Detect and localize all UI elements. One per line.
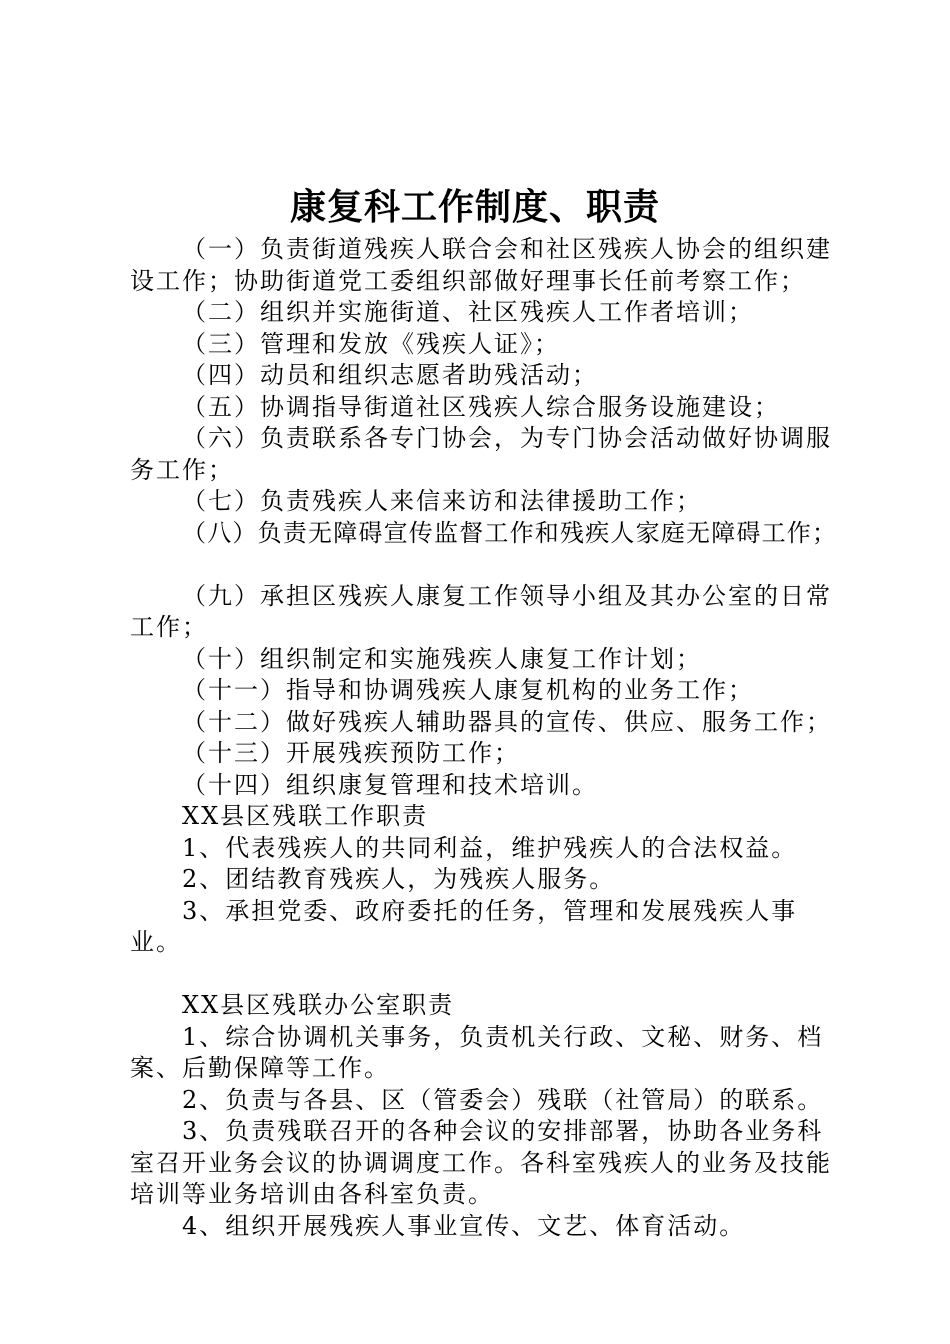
duty-item-6: （六）负责联系各专门协会，为专门协会活动做好协调服务工作； bbox=[130, 424, 832, 484]
duty-item-13: （十三）开展残疾预防工作； bbox=[182, 739, 520, 767]
duty-item-4: （四）动员和组织志愿者助残活动； bbox=[182, 361, 598, 389]
county-duty-item-1: 1、代表残疾人的共同利益，维护残疾人的合法权益。 bbox=[182, 833, 798, 862]
paragraph-gap bbox=[130, 959, 842, 991]
duty-item-11: （十一）指导和协调残疾人康复机构的业务工作； bbox=[182, 676, 754, 704]
duty-item-8: （八）负责无障碍宣传监督工作和残疾人家庭无障碍工作； bbox=[182, 518, 838, 547]
office-duty-item-3: 3、负责残联召开的各种会议的安排部署，协助各业务科室召开业务会议的协调调度工作。各科室残疾人的业务及技能培训等业务培训由各科室负责。 bbox=[130, 1117, 832, 1208]
duty-item-10: （十）组织制定和实施残疾人康复工作计划； bbox=[182, 644, 702, 673]
section-heading-office: XX县区残联办公室职责 bbox=[182, 991, 455, 1019]
duty-item-5: （五）协调指导街道社区残疾人综合服务设施建设； bbox=[182, 392, 780, 421]
duty-item-14: （十四）组织康复管理和技术培训。 bbox=[182, 770, 598, 799]
office-duty-item-1: 1、综合协调机关事务，负责机关行政、文秘、财务、档案、后勤保障等工作。 bbox=[130, 1022, 824, 1082]
duty-item-2: （二）组织并实施街道、社区残疾人工作者培训； bbox=[182, 298, 754, 326]
duty-item-12: （十二）做好残疾人辅助器具的宣传、供应、服务工作； bbox=[182, 707, 832, 736]
office-duty-item-4: 4、组织开展残疾人事业宣传、文艺、体育活动。 bbox=[182, 1211, 746, 1240]
document-body bbox=[130, 234, 842, 1242]
county-duty-item-2: 2、团结教育残疾人，为残疾人服务。 bbox=[182, 865, 616, 893]
county-duty-item-3: 3、承担党委、政府委托的任务，管理和发展残疾人事业。 bbox=[130, 896, 798, 956]
duty-item-1: （一）负责街道残疾人联合会和社区残疾人协会的组织建设工作；协助街道党工委组织部做好理事长任前考察工作； bbox=[130, 235, 832, 295]
duty-item-9: （九）承担区残疾人康复工作领导小组及其办公室的日常工作； bbox=[130, 581, 832, 641]
duty-item-7: （七）负责残疾人来信来访和法律援助工作； bbox=[182, 487, 702, 515]
section-heading-county-federation: XX县区残联工作职责 bbox=[182, 802, 429, 830]
document-title: 康复科工作制度、职责 bbox=[289, 186, 660, 228]
office-duty-item-2: 2、负责与各县、区（管委会）残联（社管局）的联系。 bbox=[182, 1085, 824, 1114]
paragraph-gap bbox=[130, 549, 842, 581]
duty-item-3: （三）管理和发放《残疾人证》； bbox=[182, 329, 560, 358]
